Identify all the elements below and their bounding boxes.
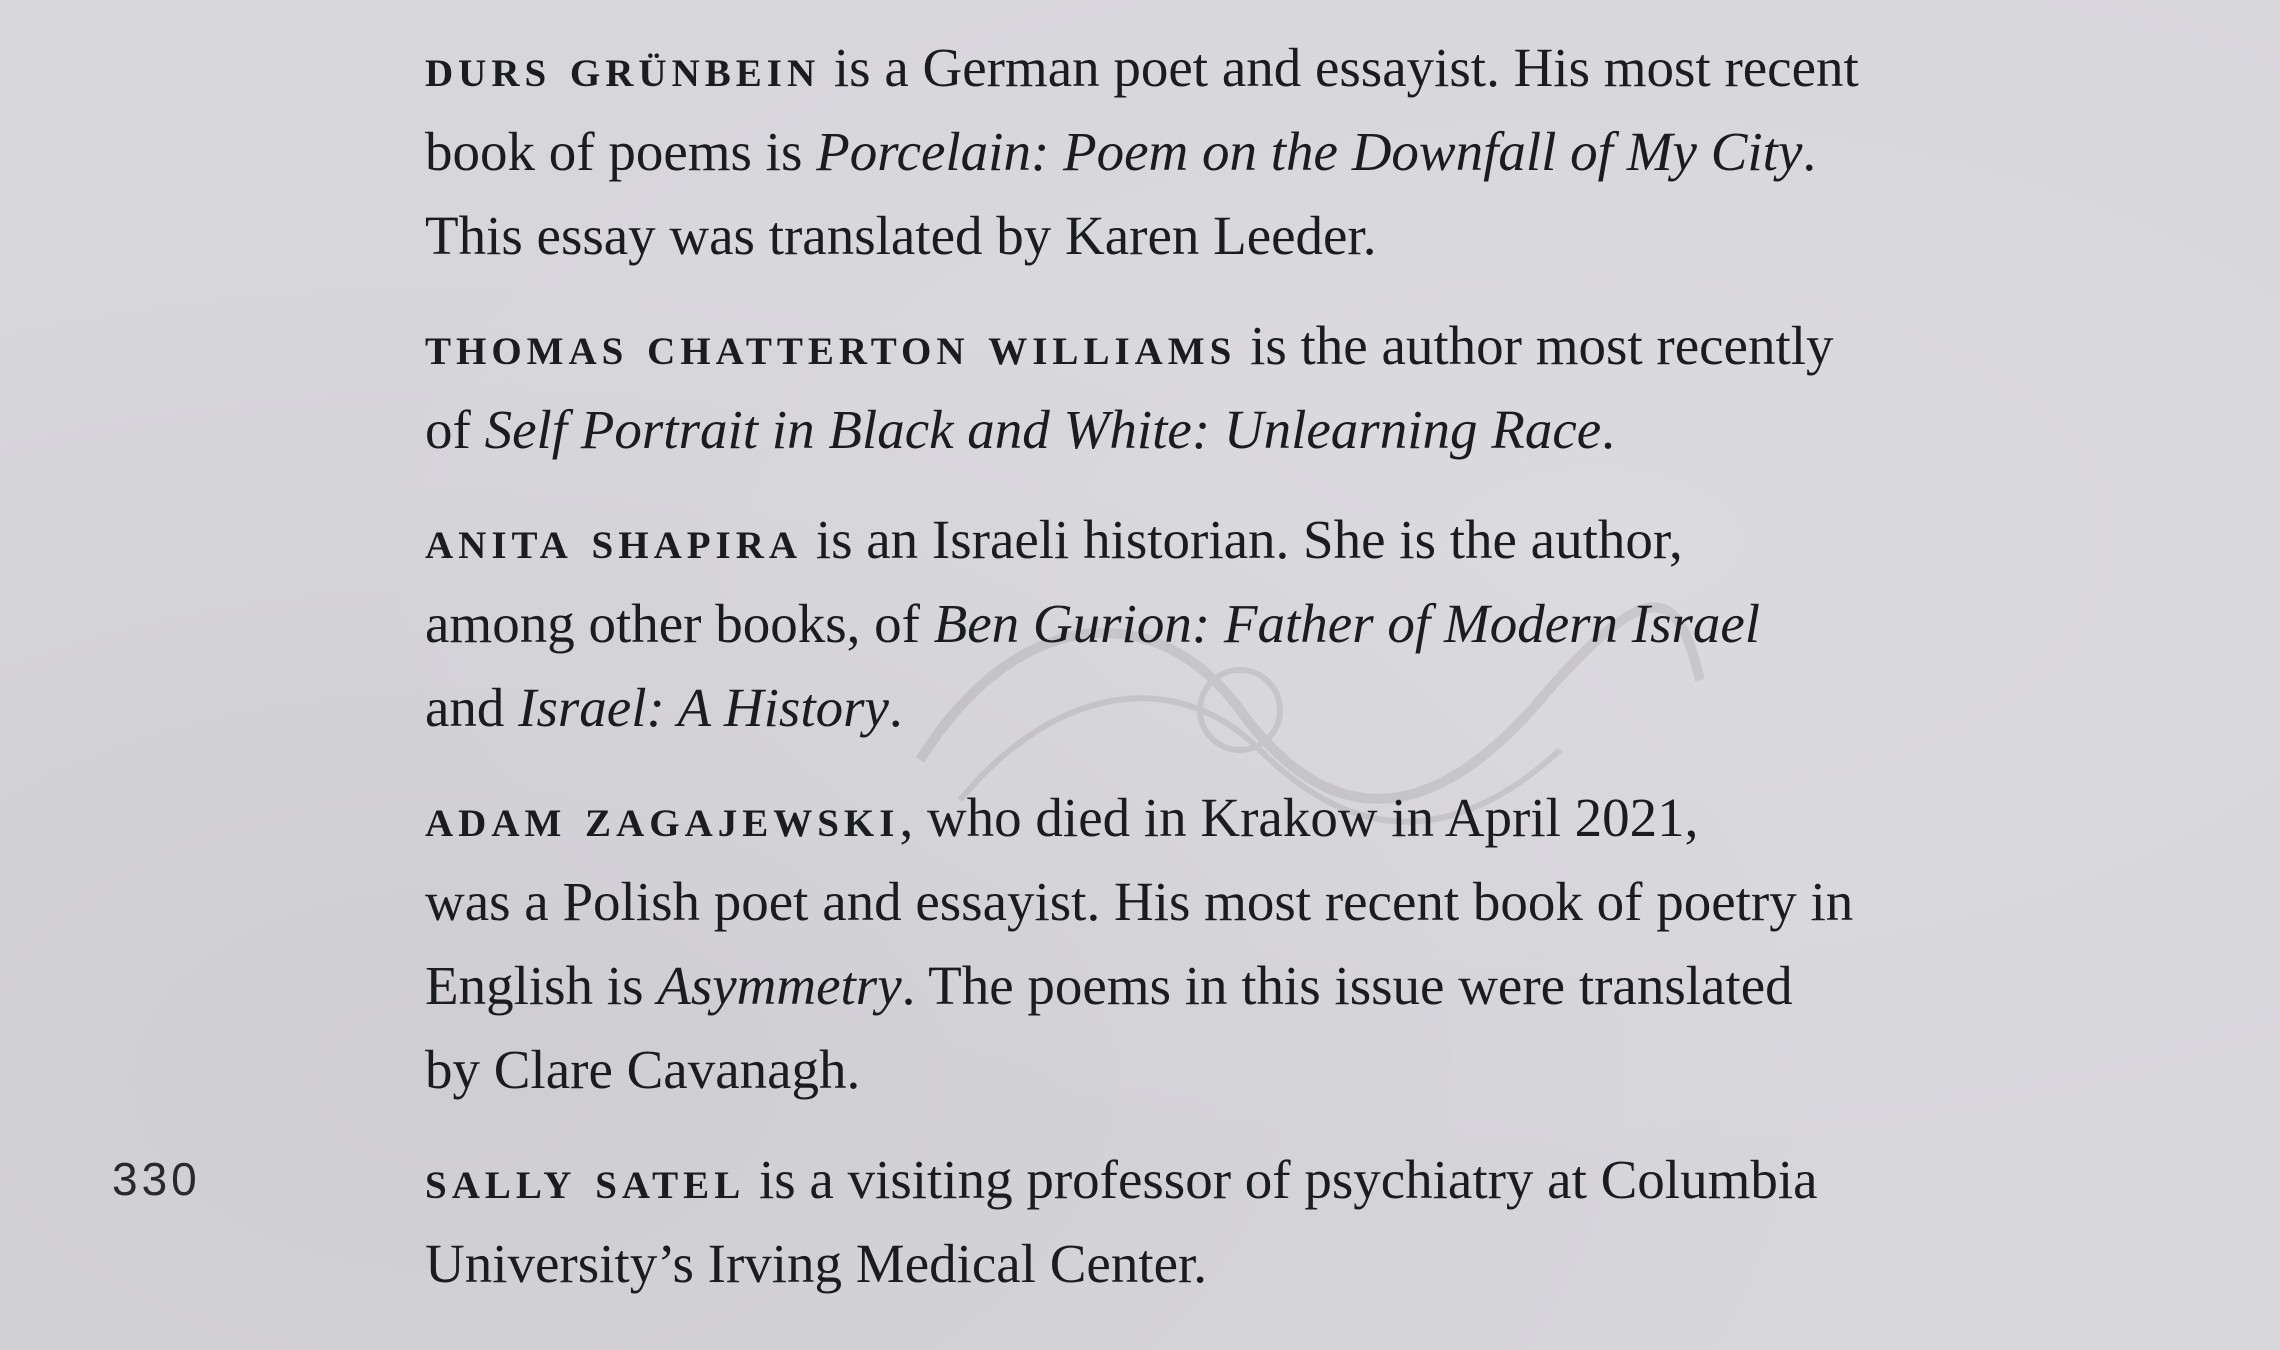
contributor-bios bbox=[425, 26, 2225, 1306]
contributor-name: sally satel bbox=[425, 1149, 746, 1210]
contributor-bio bbox=[425, 26, 2225, 278]
bio-line bbox=[425, 498, 2225, 582]
bio-text: . bbox=[1601, 399, 1615, 460]
bio-text: University’s Irving Medical Center. bbox=[425, 1233, 1208, 1294]
book-title: Porcelain: Poem on the Downfall of My City bbox=[816, 121, 1803, 182]
bio-text: is a German poet and essayist. His most recent bbox=[820, 37, 1859, 98]
contributor-name: adam zagajewski bbox=[425, 787, 900, 848]
bio-text: was a Polish poet and essayist. His most recent book of poetry in bbox=[425, 871, 1854, 932]
book-title: Self Portrait in Black and White: Unlearning Race bbox=[484, 399, 1602, 460]
contributor-name: durs grünbein bbox=[425, 37, 821, 98]
bio-line bbox=[425, 666, 2225, 750]
bio-line bbox=[425, 1028, 2225, 1112]
book-title: Israel: A History bbox=[518, 677, 889, 738]
bio-text: among other books, of bbox=[425, 593, 934, 654]
book-title: Asymmetry bbox=[657, 955, 902, 1016]
bio-text: is a visiting professor of psychiatry at Columbia bbox=[745, 1149, 1818, 1210]
bio-text: English is bbox=[425, 955, 658, 1016]
bio-text: and bbox=[425, 677, 519, 738]
bio-text: is the author most recently bbox=[1236, 315, 1834, 376]
bio-line bbox=[425, 1222, 2225, 1306]
page-number: 330 bbox=[112, 1153, 201, 1205]
bio-line bbox=[425, 582, 2225, 666]
bio-line bbox=[425, 26, 2225, 110]
bio-line bbox=[425, 110, 2225, 194]
bio-line bbox=[425, 776, 2225, 860]
book-title: Ben Gurion: Father of Modern Israel bbox=[933, 593, 1761, 654]
bio-line bbox=[425, 194, 2225, 278]
bio-text: by Clare Cavanagh. bbox=[425, 1039, 861, 1100]
bio-line bbox=[425, 304, 2225, 388]
bio-line bbox=[425, 1138, 2225, 1222]
bio-line bbox=[425, 388, 2225, 472]
contributor-bio bbox=[425, 1138, 2225, 1306]
bio-text: This essay was translated by Karen Leeder. bbox=[425, 205, 1377, 266]
bio-text: . The poems in this issue were translated bbox=[901, 955, 1793, 1016]
bio-text: of bbox=[425, 399, 485, 460]
bio-text: , who died in Krakow in April 2021, bbox=[899, 787, 1699, 848]
bio-text: is an Israeli historian. She is the author, bbox=[802, 509, 1683, 570]
bio-line bbox=[425, 944, 2225, 1028]
contributor-bio bbox=[425, 776, 2225, 1112]
contributor-name: thomas chatterton williams bbox=[425, 315, 1237, 376]
bio-text: . bbox=[1802, 121, 1817, 182]
bio-text: . bbox=[888, 677, 903, 738]
contributor-bio bbox=[425, 304, 2225, 472]
bio-line bbox=[425, 860, 2225, 944]
contributor-bio bbox=[425, 498, 2225, 750]
contributor-name: anita shapira bbox=[425, 509, 803, 570]
bio-text: book of poems is bbox=[425, 121, 817, 182]
